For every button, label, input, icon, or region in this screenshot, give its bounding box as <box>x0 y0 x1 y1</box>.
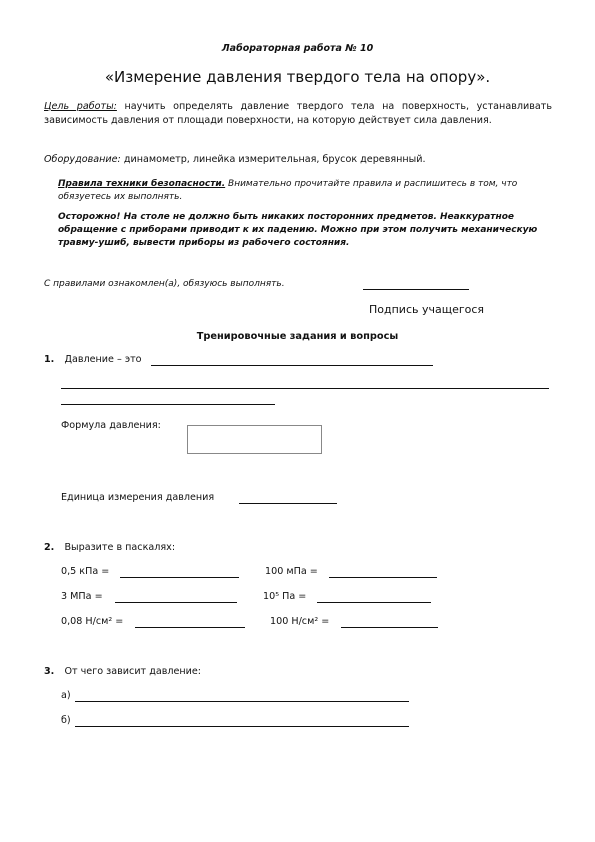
convert-item-4: 10⁵ Па = <box>263 591 307 602</box>
option-a-label: а) <box>61 690 71 701</box>
option-b-label: б) <box>61 715 71 726</box>
convert-item-6: 100 Н/см² = <box>270 616 330 627</box>
question-2-number: 2. <box>44 542 55 553</box>
convert-item-5: 0,08 Н/см² = <box>61 616 124 627</box>
main-title: «Измерение давления твердого тела на опору». <box>104 68 491 86</box>
safety-warning: Осторожно! На столе не должно быть никаких посторонних предметов. Неаккуратное обращение с приборами приводит к их падению. Можно при этом получить механическую травму-ушиб, вывести приборы из рабочего состояния. <box>58 212 538 248</box>
option-b-line[interactable] <box>75 726 409 727</box>
signature-line[interactable] <box>363 289 469 290</box>
equipment-text: динамометр, линейка измерительная, брусок деревянный. <box>120 154 426 165</box>
convert-line-1[interactable] <box>120 577 239 578</box>
lab-title: Лабораторная работа № 10 <box>221 43 374 54</box>
equipment-paragraph <box>44 153 552 167</box>
formula-box[interactable] <box>187 425 322 454</box>
question-1-number: 1. <box>44 354 55 365</box>
answer-line-3[interactable] <box>61 404 275 405</box>
unit-answer-line[interactable] <box>239 503 337 504</box>
answer-line-1[interactable] <box>151 365 433 366</box>
convert-item-2: 100 мПа = <box>265 566 318 577</box>
signature-label: Подпись учащегося <box>369 303 485 316</box>
formula-label: Формула давления: <box>61 420 161 431</box>
question-3-text: От чего зависит давление: <box>64 666 202 677</box>
safety-text: Внимательно прочитайте правила и распишитесь в том, что обязуетесь их выполнять. <box>58 179 518 202</box>
question-1-text: Давление – это <box>64 354 142 365</box>
convert-item-3: 3 МПа = <box>61 591 103 602</box>
question-1 <box>44 354 142 365</box>
convert-line-2[interactable] <box>329 577 437 578</box>
safety-label: Правила техники безопасности. <box>58 179 226 189</box>
convert-line-6[interactable] <box>341 627 438 628</box>
goal-label: Цель работы: <box>44 101 117 112</box>
unit-label: Единица измерения давления <box>61 492 215 503</box>
training-title: Тренировочные задания и вопросы <box>196 331 399 342</box>
equipment-label: Оборудование: <box>44 154 121 165</box>
convert-line-3[interactable] <box>115 602 237 603</box>
question-3-number: 3. <box>44 666 55 677</box>
question-2-text: Выразите в паскалях: <box>64 542 176 553</box>
answer-line-2[interactable] <box>61 388 549 389</box>
question-2 <box>44 542 175 553</box>
option-a-line[interactable] <box>75 701 409 702</box>
convert-item-1: 0,5 кПа = <box>61 566 110 577</box>
acknowledge-text: С правилами ознакомлен(а), обязуюсь выполнять. <box>44 279 285 289</box>
safety-rules <box>58 178 550 204</box>
question-3 <box>44 666 201 677</box>
goal-text: научить определять давление твердого тела на поверхность, устанавливать зависимость давления от площади поверхности, на которую действует сила давления. <box>44 101 552 126</box>
convert-line-5[interactable] <box>135 627 245 628</box>
convert-line-4[interactable] <box>317 602 431 603</box>
goal-paragraph <box>44 100 552 128</box>
